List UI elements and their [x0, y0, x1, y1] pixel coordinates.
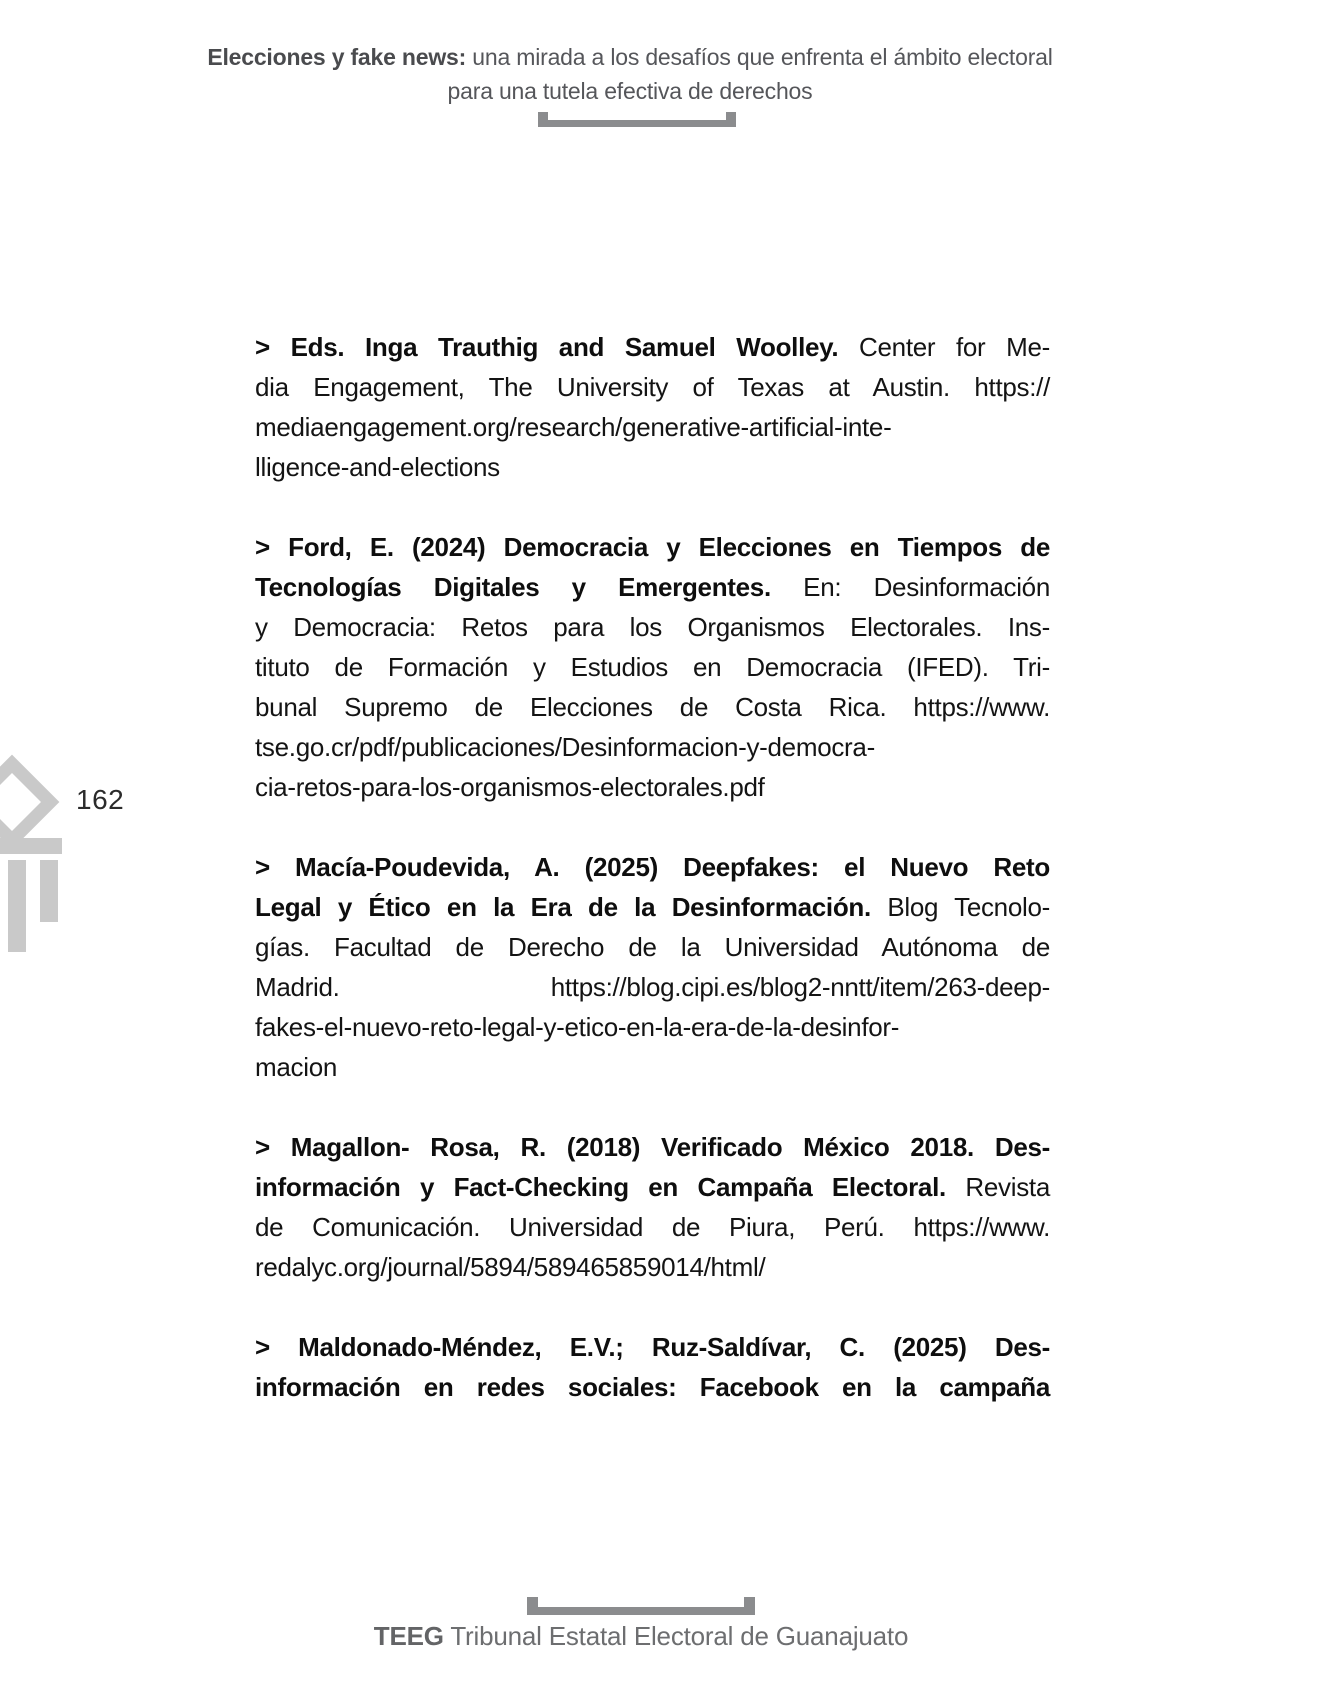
- reference-title-segment: > Maldonado-Méndez, E.V.; Ruz-Saldívar, C. (2025) Des-: [255, 1332, 1050, 1362]
- reference-title-segment: información y Fact-Checking en Campaña Electoral.: [255, 1172, 946, 1202]
- reference-line: [255, 1327, 1050, 1367]
- reference-text-segment: cia-retos-para-los-organismos-electorales.pdf: [255, 772, 765, 802]
- reference-text-segment: En: Desinformación: [770, 572, 1050, 602]
- reference-line: [255, 1007, 1050, 1047]
- reference-entry: [255, 327, 1050, 487]
- reference-line: [255, 1167, 1050, 1207]
- reference-line: [255, 527, 1050, 567]
- logo-box-top-bar: [0, 838, 62, 854]
- reference-title-segment: Tecnologías Digitales y Emergentes.: [255, 572, 771, 602]
- reference-text-segment: de Comunicación. Universidad de Piura, Perú. https://www.: [255, 1212, 1050, 1242]
- reference-line: [255, 447, 1050, 487]
- reference-title-segment: > Eds. Inga Trauthig and Samuel Woolley.: [255, 332, 839, 362]
- bracket-bar: [527, 1607, 755, 1615]
- reference-title-segment: Legal y Ético en la Era de la Desinformación.: [255, 892, 871, 922]
- reference-line: [255, 887, 1050, 927]
- reference-text-segment: Madrid. https://blog.cipi.es/blog2-nntt/item/263-deep-: [255, 972, 1050, 1002]
- reference-title-segment: información en redes sociales: Facebook en la campaña: [255, 1372, 1050, 1402]
- footer-institution: [0, 1621, 1282, 1652]
- reference-entry: [255, 847, 1050, 1087]
- reference-line: [255, 1247, 1050, 1287]
- reference-text-segment: redalyc.org/journal/5894/589465859014/html/: [255, 1252, 766, 1282]
- reference-line: [255, 967, 1050, 1007]
- reference-text-segment: gías. Facultad de Derecho de la Universidad Autónoma de: [255, 932, 1050, 962]
- page-number: 162: [76, 784, 125, 815]
- running-head-bold: Elecciones y fake news:: [207, 44, 467, 70]
- running-head-rest: una mirada a los desafíos que enfrenta el ámbito electoral: [466, 44, 1053, 70]
- reference-text-segment: dia Engagement, The University of Texas at Austin. https://: [255, 372, 1050, 402]
- reference-line: [255, 767, 1050, 807]
- reference-text-segment: lligence-and-elections: [255, 452, 500, 482]
- reference-text-segment: Center for Me-: [838, 332, 1050, 362]
- reference-line: [255, 847, 1050, 887]
- reference-text-segment: mediaengagement.org/research/generative-artificial-inte-: [255, 412, 892, 442]
- reference-text-segment: tse.go.cr/pdf/publicaciones/Desinformacion-y-democra-: [255, 732, 875, 762]
- reference-text-segment: tituto de Formación y Estudios en Democracia (IFED). Tri-: [255, 652, 1050, 682]
- reference-text-segment: Revista: [945, 1172, 1050, 1202]
- footer-bracket-ornament: [527, 1597, 755, 1615]
- header-bracket-ornament: [538, 112, 736, 127]
- reference-title-segment: > Magallon- Rosa, R. (2018) Verificado México 2018. Des-: [255, 1132, 1050, 1162]
- bracket-bar: [538, 120, 736, 127]
- reference-line: [255, 647, 1050, 687]
- reference-line: [255, 1207, 1050, 1247]
- reference-entry: [255, 1127, 1050, 1287]
- reference-line: [255, 1047, 1050, 1087]
- footer-acronym: TEEG: [373, 1621, 444, 1651]
- reference-entry: [255, 1327, 1050, 1407]
- references-list: [255, 327, 1050, 1447]
- reference-line: [255, 327, 1050, 367]
- running-head-line1: [30, 40, 1230, 74]
- reference-text-segment: macion: [255, 1052, 338, 1082]
- logo-right-column: [40, 860, 58, 922]
- reference-text-segment: bunal Supremo de Elecciones de Costa Rica. https://www.: [255, 692, 1050, 722]
- reference-line: [255, 367, 1050, 407]
- reference-line: [255, 927, 1050, 967]
- reference-title-segment: > Ford, E. (2024) Democracia y Elecciones en Tiempos de: [255, 532, 1050, 562]
- reference-line: [255, 607, 1050, 647]
- running-head: [30, 40, 1230, 108]
- reference-line: [255, 567, 1050, 607]
- reference-entry: [255, 527, 1050, 807]
- reference-line: [255, 1367, 1050, 1407]
- bracket-right-nub: [726, 112, 736, 127]
- logo-left-column: [8, 860, 26, 952]
- reference-line: [255, 687, 1050, 727]
- reference-text-segment: y Democracia: Retos para los Organismos Electorales. Ins-: [255, 612, 1050, 642]
- teeg-ballot-box-logo-icon: [0, 738, 70, 983]
- reference-text-segment: fakes-el-nuevo-reto-legal-y-etico-en-la-era-de-la-desinfor-: [255, 1012, 900, 1042]
- reference-line: [255, 407, 1050, 447]
- reference-title-segment: > Macía-Poudevida, A. (2025) Deepfakes: el Nuevo Reto: [255, 852, 1050, 882]
- running-head-line2: para una tutela efectiva de derechos: [447, 78, 813, 104]
- reference-text-segment: Blog Tecnolo-: [870, 892, 1050, 922]
- footer-name: Tribunal Estatal Electoral de Guanajuato: [443, 1621, 909, 1651]
- bracket-right-nub: [744, 1597, 755, 1615]
- reference-line: [255, 1127, 1050, 1167]
- logo-ballot-diamond: [0, 764, 50, 840]
- reference-line: [255, 727, 1050, 767]
